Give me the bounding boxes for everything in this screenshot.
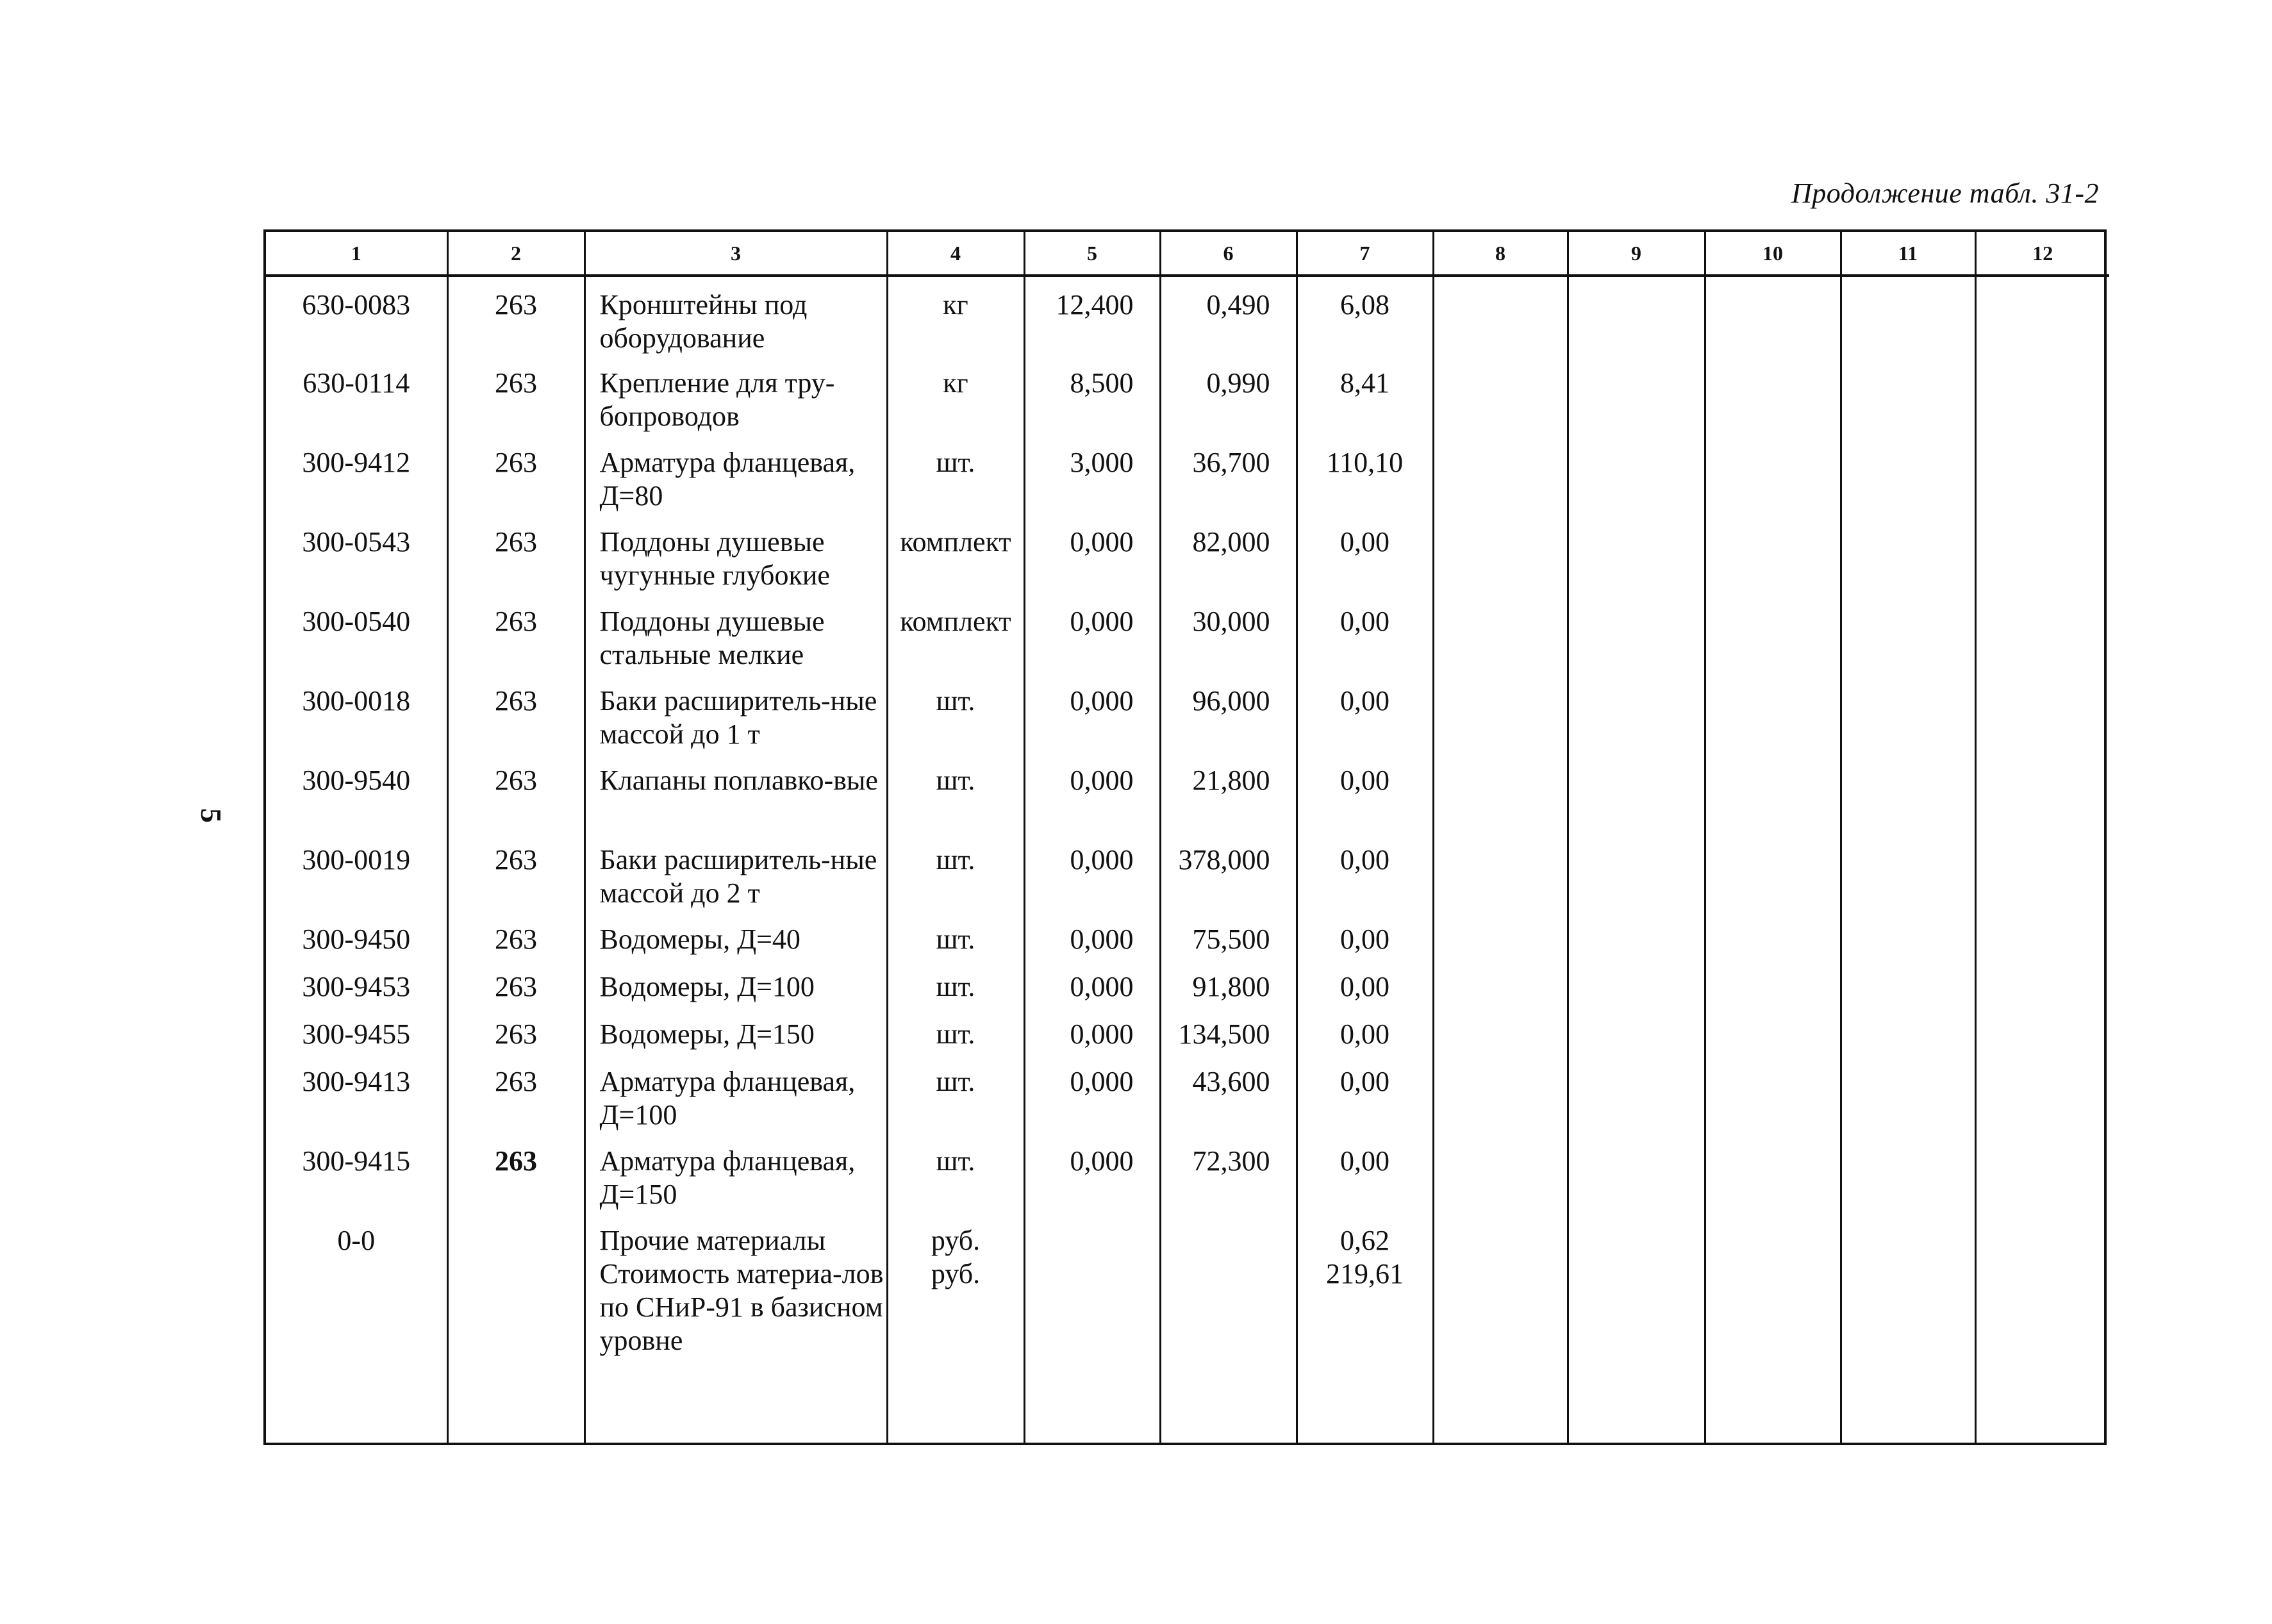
cell-col9 xyxy=(1568,1133,1705,1213)
cell-col7: 0,00 xyxy=(1297,752,1433,832)
cell-col11 xyxy=(1841,673,1975,752)
cell-col12 xyxy=(1975,593,2109,673)
cell-col8 xyxy=(1433,435,1568,514)
cell-code: 300-9455 xyxy=(266,1006,447,1054)
cell-unit: шт. xyxy=(887,1133,1024,1213)
cell-number: 263 xyxy=(447,1006,585,1054)
header-cell: 10 xyxy=(1705,232,1841,276)
cell-unit: комплект xyxy=(887,593,1024,673)
cell-col7: 0,00 xyxy=(1297,514,1433,593)
table-row xyxy=(266,514,2109,593)
header-cell: 11 xyxy=(1841,232,1975,276)
cell-col8 xyxy=(1433,355,1568,435)
cell-col8 xyxy=(1433,514,1568,593)
cell-col7: 0,00 xyxy=(1297,1054,1433,1133)
cell-number: 263 xyxy=(447,673,585,752)
cell-col12 xyxy=(1975,435,2109,514)
cell-code: 300-0019 xyxy=(266,832,447,911)
cell-number: 263 xyxy=(447,276,585,355)
cell-code: 630-0083 xyxy=(266,276,447,355)
cell-unit: шт. xyxy=(887,959,1024,1006)
value-line: 0,62 xyxy=(1340,1225,1389,1256)
cell-unit: шт. xyxy=(887,752,1024,832)
cell-col5: 0,000 xyxy=(1024,752,1160,832)
cell-unit: шт. xyxy=(887,911,1024,959)
cell-code: 300-0543 xyxy=(266,514,447,593)
cell-col6: 378,000 xyxy=(1160,832,1297,911)
cell-col6: 91,800 xyxy=(1160,959,1297,1006)
cell-col7: 0,00 xyxy=(1297,959,1433,1006)
header-cell: 2 xyxy=(447,232,585,276)
cell-col5: 8,500 xyxy=(1024,355,1160,435)
cell-number: 263 xyxy=(447,514,585,593)
cell-number: 263 xyxy=(447,1133,585,1213)
cell-col10 xyxy=(1705,593,1841,673)
materials-table xyxy=(266,232,2109,1443)
cell-col6: 21,800 xyxy=(1160,752,1297,832)
table-row xyxy=(266,355,2109,435)
cell-number: 263 xyxy=(447,1054,585,1133)
value-line: 219,61 xyxy=(1326,1258,1404,1289)
cell-name: Арматура фланцевая, Д=80 xyxy=(585,435,887,514)
cell-col8 xyxy=(1433,1006,1568,1054)
cell-number: 263 xyxy=(447,832,585,911)
table-row xyxy=(266,752,2109,832)
cell-col7: 8,41 xyxy=(1297,355,1433,435)
cell-unit: шт. xyxy=(887,832,1024,911)
cell-col10 xyxy=(1705,1054,1841,1133)
cell-col11 xyxy=(1841,911,1975,959)
header-cell: 7 xyxy=(1297,232,1433,276)
cell-code: 300-0540 xyxy=(266,593,447,673)
cell-col8 xyxy=(1433,673,1568,752)
cell-col5: 0,000 xyxy=(1024,514,1160,593)
cell-col12 xyxy=(1975,276,2109,355)
cell-col8 xyxy=(1433,752,1568,832)
cell-col11 xyxy=(1841,435,1975,514)
cell-col7: 6,08 xyxy=(1297,276,1433,355)
cell-col5: 0,000 xyxy=(1024,593,1160,673)
cell-col10 xyxy=(1705,435,1841,514)
cell-col12 xyxy=(1975,959,2109,1006)
materials-table-frame xyxy=(263,229,2107,1445)
cell-col7: 0,00 xyxy=(1297,1006,1433,1054)
cell-col8 xyxy=(1433,593,1568,673)
cell-code: 300-9540 xyxy=(266,752,447,832)
cell-code: 0-0 xyxy=(266,1213,447,1443)
cell-code: 300-9412 xyxy=(266,435,447,514)
cell-col11 xyxy=(1841,752,1975,832)
cell-col5: 0,000 xyxy=(1024,911,1160,959)
header-cell: 9 xyxy=(1568,232,1705,276)
cell-number: 263 xyxy=(447,435,585,514)
cell-col8 xyxy=(1433,276,1568,355)
cell-col8 xyxy=(1433,1133,1568,1213)
cell-col12 xyxy=(1975,832,2109,911)
cell-col10 xyxy=(1705,1006,1841,1054)
cell-name: Поддоны душевые стальные мелкие xyxy=(585,593,887,673)
cell-col11 xyxy=(1841,1006,1975,1054)
cell-col12 xyxy=(1975,514,2109,593)
table-row xyxy=(266,959,2109,1006)
cell-number xyxy=(447,1213,585,1443)
cell-col11 xyxy=(1841,514,1975,593)
cell-col10 xyxy=(1705,1133,1841,1213)
cell-col8 xyxy=(1433,832,1568,911)
unit-line: руб. xyxy=(931,1225,981,1256)
cell-col12 xyxy=(1975,1213,2109,1443)
header-cell: 5 xyxy=(1024,232,1160,276)
cell-col9 xyxy=(1568,435,1705,514)
table-body xyxy=(266,276,2109,1443)
table-row xyxy=(266,673,2109,752)
cell-col7 xyxy=(1297,1213,1433,1443)
cell-col7: 0,00 xyxy=(1297,673,1433,752)
cell-col11 xyxy=(1841,832,1975,911)
cell-col6: 36,700 xyxy=(1160,435,1297,514)
header-cell: 6 xyxy=(1160,232,1297,276)
table-row xyxy=(266,1054,2109,1133)
cell-code: 300-9453 xyxy=(266,959,447,1006)
cell-col6: 82,000 xyxy=(1160,514,1297,593)
cell-col7: 0,00 xyxy=(1297,593,1433,673)
cell-col11 xyxy=(1841,1213,1975,1443)
cell-col6 xyxy=(1160,1213,1297,1443)
cell-name: Поддоны душевые чугунные глубокие xyxy=(585,514,887,593)
cell-col12 xyxy=(1975,1054,2109,1133)
cell-name: Водомеры, Д=100 xyxy=(585,959,887,1006)
table-row xyxy=(266,276,2109,355)
cell-col10 xyxy=(1705,959,1841,1006)
cell-number: 263 xyxy=(447,752,585,832)
cell-col5 xyxy=(1024,1213,1160,1443)
cell-col9 xyxy=(1568,514,1705,593)
cell-col11 xyxy=(1841,593,1975,673)
table-row xyxy=(266,1006,2109,1054)
cell-col5: 0,000 xyxy=(1024,1133,1160,1213)
cell-col6: 72,300 xyxy=(1160,1133,1297,1213)
cell-col5: 3,000 xyxy=(1024,435,1160,514)
cell-name: Крепление для тру-бопроводов xyxy=(585,355,887,435)
cell-name: Баки расширитель-ные массой до 2 т xyxy=(585,832,887,911)
cell-col6: 43,600 xyxy=(1160,1054,1297,1133)
cell-col12 xyxy=(1975,1006,2109,1054)
cell-col10 xyxy=(1705,752,1841,832)
cell-col6: 30,000 xyxy=(1160,593,1297,673)
cell-col9 xyxy=(1568,752,1705,832)
cell-col9 xyxy=(1568,1054,1705,1133)
cell-col12 xyxy=(1975,911,2109,959)
unit-line: руб. xyxy=(931,1258,981,1289)
table-row xyxy=(266,832,2109,911)
cell-name: Арматура фланцевая, Д=100 xyxy=(585,1054,887,1133)
cell-unit: шт. xyxy=(887,673,1024,752)
cell-number: 263 xyxy=(447,355,585,435)
cell-col5: 0,000 xyxy=(1024,832,1160,911)
cell-col9 xyxy=(1568,959,1705,1006)
cell-name: Арматура фланцевая, Д=150 xyxy=(585,1133,887,1213)
cell-unit xyxy=(887,1213,1024,1443)
cell-col12 xyxy=(1975,1133,2109,1213)
cell-number: 263 xyxy=(447,959,585,1006)
cell-code: 300-9413 xyxy=(266,1054,447,1133)
cell-col11 xyxy=(1841,959,1975,1006)
header-cell: 3 xyxy=(585,232,887,276)
cell-col8 xyxy=(1433,959,1568,1006)
cell-name: Водомеры, Д=150 xyxy=(585,1006,887,1054)
cell-col9 xyxy=(1568,593,1705,673)
cell-unit: шт. xyxy=(887,1054,1024,1133)
cell-col11 xyxy=(1841,276,1975,355)
cell-unit: комплект xyxy=(887,514,1024,593)
cell-col5: 0,000 xyxy=(1024,1054,1160,1133)
cell-col7: 110,10 xyxy=(1297,435,1433,514)
cell-col7: 0,00 xyxy=(1297,832,1433,911)
cell-code: 300-9450 xyxy=(266,911,447,959)
cell-col5: 12,400 xyxy=(1024,276,1160,355)
cell-col7: 0,00 xyxy=(1297,911,1433,959)
name-line: Стоимость материа-лов по СНиР-91 в базисном уровне xyxy=(599,1258,884,1356)
cell-col5: 0,000 xyxy=(1024,673,1160,752)
cell-col10 xyxy=(1705,276,1841,355)
header-cell: 1 xyxy=(266,232,447,276)
cell-unit: кг xyxy=(887,276,1024,355)
cell-unit: шт. xyxy=(887,1006,1024,1054)
cell-col6: 75,500 xyxy=(1160,911,1297,959)
header-row xyxy=(266,232,2109,276)
cell-col6: 0,490 xyxy=(1160,276,1297,355)
cell-code: 300-9415 xyxy=(266,1133,447,1213)
cell-name xyxy=(585,1213,887,1443)
cell-unit: шт. xyxy=(887,435,1024,514)
cell-col10 xyxy=(1705,514,1841,593)
cell-number: 263 xyxy=(447,911,585,959)
cell-number: 263 xyxy=(447,593,585,673)
page-number: 5 xyxy=(195,808,228,823)
cell-col6: 134,500 xyxy=(1160,1006,1297,1054)
cell-code: 630-0114 xyxy=(266,355,447,435)
cell-col12 xyxy=(1975,752,2109,832)
cell-col9 xyxy=(1568,673,1705,752)
cell-name: Водомеры, Д=40 xyxy=(585,911,887,959)
cell-col10 xyxy=(1705,832,1841,911)
name-line: Прочие материалы xyxy=(599,1225,826,1256)
cell-col6: 0,990 xyxy=(1160,355,1297,435)
table-row xyxy=(266,593,2109,673)
cell-col9 xyxy=(1568,1213,1705,1443)
cell-col9 xyxy=(1568,911,1705,959)
cell-col5: 0,000 xyxy=(1024,1006,1160,1054)
cell-code: 300-0018 xyxy=(266,673,447,752)
table-row-other-materials xyxy=(266,1213,2109,1443)
cell-unit: кг xyxy=(887,355,1024,435)
cell-name: Баки расширитель-ные массой до 1 т xyxy=(585,673,887,752)
cell-col7: 0,00 xyxy=(1297,1133,1433,1213)
header-cell: 4 xyxy=(887,232,1024,276)
cell-col9 xyxy=(1568,1006,1705,1054)
cell-col9 xyxy=(1568,832,1705,911)
cell-col11 xyxy=(1841,1054,1975,1133)
cell-name: Клапаны поплавко-вые xyxy=(585,752,887,832)
cell-col10 xyxy=(1705,1213,1841,1443)
header-cell: 8 xyxy=(1433,232,1568,276)
cell-col9 xyxy=(1568,355,1705,435)
header-cell: 12 xyxy=(1975,232,2109,276)
cell-col6: 96,000 xyxy=(1160,673,1297,752)
cell-col12 xyxy=(1975,673,2109,752)
cell-col11 xyxy=(1841,355,1975,435)
cell-col9 xyxy=(1568,276,1705,355)
table-continuation-caption: Продолжение табл. 31-2 xyxy=(1791,178,2099,209)
table-row xyxy=(266,435,2109,514)
cell-col10 xyxy=(1705,355,1841,435)
cell-col12 xyxy=(1975,355,2109,435)
cell-col8 xyxy=(1433,1054,1568,1133)
cell-col11 xyxy=(1841,1133,1975,1213)
cell-name: Кронштейны под оборудование xyxy=(585,276,887,355)
table-row xyxy=(266,1133,2109,1213)
cell-col10 xyxy=(1705,911,1841,959)
cell-col8 xyxy=(1433,1213,1568,1443)
table-row xyxy=(266,911,2109,959)
cell-col10 xyxy=(1705,673,1841,752)
cell-col5: 0,000 xyxy=(1024,959,1160,1006)
cell-col8 xyxy=(1433,911,1568,959)
